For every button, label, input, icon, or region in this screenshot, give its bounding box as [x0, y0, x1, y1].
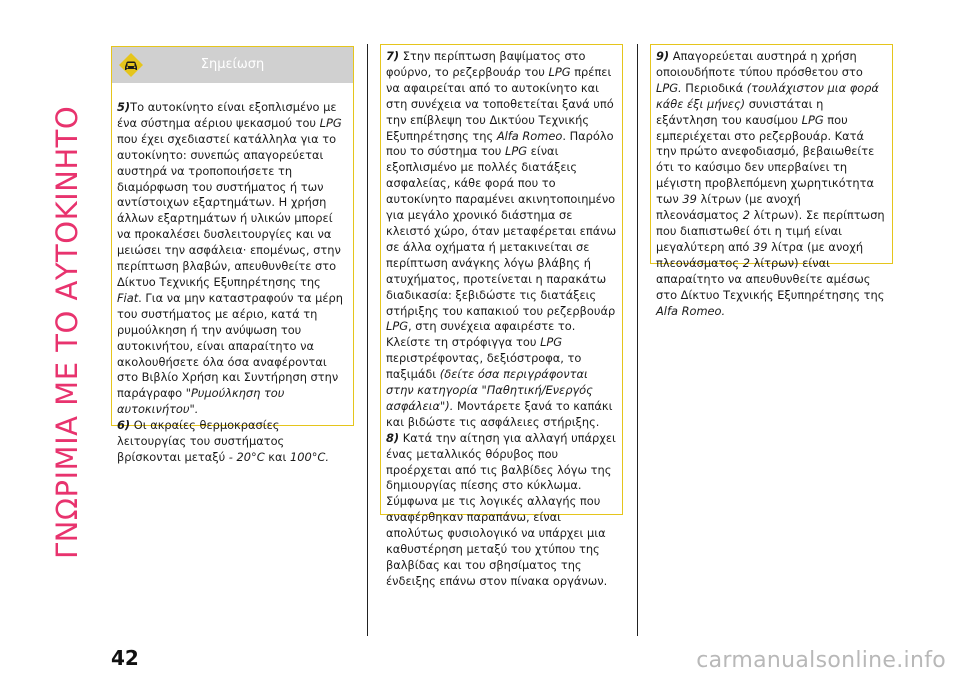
- note-title: Σημείωση: [200, 57, 265, 73]
- paragraph-7: [386, 49, 617, 431]
- brand-alfa-romeo: Alfa Romeo: [496, 128, 563, 143]
- text: λίτρων). Σε περίπτωση που διαπιστωθεί ότι η τιμή είναι μεγαλύτερη από: [656, 208, 885, 254]
- note-number-6: 6): [117, 418, 131, 433]
- text: που εμπεριέχεται στο ρεζερβουάρ. Κατά την πρώτο ανεφοδιασμό, βεβαιωθείτε ότι το καύσιμο δεν υπερβαίνει τη μέγιστη προβλεπόμενη χωρητικότητα των: [656, 112, 875, 207]
- paragraph-9: [656, 49, 887, 319]
- page-number: 42: [111, 646, 139, 670]
- text: Περιοδικά: [681, 80, 747, 95]
- text: Στην περίπτωση βαψίματος στο φούρνο, το ρεζερβουάρ του: [386, 49, 586, 79]
- text: πρέπει να αφαιρείται από το αυτοκίνητο και στη συνέχεια να τοποθετείται ξανά υπό την επίβλεψη του Δικτύου Τεχνικής Εξυπηρέτησης της: [386, 64, 614, 143]
- column-divider: [637, 44, 638, 636]
- column-divider: [367, 44, 368, 636]
- text: Το αυτοκίνητο είναι εξοπλισμένο με ένα σύστημα αέριου ψεκασμού του: [117, 100, 337, 130]
- paragraph-5: [117, 100, 348, 418]
- term-lpg: LPG: [801, 112, 824, 127]
- term-lpg: LPG: [319, 115, 342, 130]
- text: Κατά την αίτηση για αλλαγή υπάρχει ένας μεταλλικός θόρυβος που προέρχεται από τις βαλβίδες λόγω της δημιουργίας πίεσης στο κύκλωμα. Σύμφωνα με τις λογικές αλλαγής που αναφέρθηκαν παραπάνω, είναι απολύτως φυσιολογικό να υπάρχει μια καθυστέρηση μεταξύ του χτύπου της βαλβίδας και του σβησίματος της ένδειξης επάνω στον πίνακα οργάνων.: [386, 430, 616, 588]
- term-lpg: LPG: [505, 144, 528, 159]
- reference: "Ρυμούλκηση του αυτοκινήτου".: [117, 386, 285, 417]
- note-number-7: 7): [386, 49, 400, 63]
- text: . Παρόλο που το σύστημα του: [386, 128, 614, 159]
- note-column: [111, 46, 354, 464]
- temperature-min: - 20°C: [228, 449, 265, 464]
- brand-fiat: Fiat: [117, 290, 139, 305]
- tolerance-value: 2: [742, 208, 750, 223]
- text: λίτρα (με ανοχή πλεονάσματος: [656, 239, 864, 270]
- note-header: [112, 47, 353, 83]
- text: , στη συνέχεια αφαιρέστε το. Κλείστε τη στρόφιγγα του: [386, 319, 576, 350]
- text: συνιστάται η εξάντληση του καυσίμου: [656, 96, 824, 127]
- watermark: carmanualsonline.info: [696, 648, 946, 673]
- capacity-value: 39: [753, 239, 768, 254]
- note-body: [112, 83, 353, 471]
- text: Απαγορεύεται αυστηρά η χρήση οποιουδήποτε τύπου πρόσθετου στο: [656, 49, 863, 79]
- note-number-5: 5): [117, 100, 131, 114]
- text: που έχει σχεδιαστεί κατάλληλα για το αυτοκίνητο: συνεπώς απαγορεύεται αυστηρά να τροποποιήσετε τη διαμόρφωση του συστήματος ή των αντίστοιχων εξαρτημάτων. Η χρήση άλλων εξαρτημάτων ή υλικών μπορεί να προκαλέσει δυσλειτουργίες και να μειώσει την ασφάλεια· επομένως, στην περίπτωση βλαβών, απευθυνθείτε στο Δίκτυο Τεχνικής Εξυπηρέτησης της: [117, 131, 341, 289]
- notes-column-3: [650, 44, 893, 318]
- paragraph-8: [386, 431, 617, 590]
- term-lpg: LPG: [548, 64, 571, 79]
- note-number-8: 8): [386, 430, 400, 445]
- warning-car-icon: [118, 52, 144, 78]
- section-side-title: ΓΝΩΡΙΜΙΑ ΜΕ ΤΟ ΑΥΤΟΚΙΝΗΤΟ: [50, 105, 84, 560]
- text: . Για να μην καταστραφούν τα μέρη του συστήματος με αέριο, κατά τη ρυμούλκηση ή την ανύψωση του αυτοκινήτου, είναι απαραίτητο να ακολουθήσετε όλα όσα αναφέρονται στο Βιβλίο Χρήση και Συντήρηση στην παράγραφο: [117, 290, 343, 401]
- text: Οι ακραίες θερμοκρασίες λειτουργίας του συστήματος βρίσκονται μεταξύ: [117, 418, 285, 464]
- text: Μοντάρετε ξανά το καπάκι και βιδώστε τις ασφάλειες στήριξης.: [386, 398, 613, 429]
- text: λίτρων (με ανοχή πλεονάσματος: [656, 192, 801, 223]
- text: περιστρέφοντας, δεξιόστροφα, το παξιμάδι: [386, 351, 582, 382]
- term-lpg: LPG.: [656, 80, 682, 95]
- tolerance-value: 2: [742, 255, 750, 270]
- capacity-value: 39: [682, 192, 697, 207]
- temperature-max: 100°C.: [290, 449, 330, 464]
- reference: (δείτε όσα περιγράφονται στην κατηγορία "Παθητική/Ενεργός ασφάλεια").: [386, 367, 593, 413]
- term-lpg: LPG: [540, 335, 563, 350]
- term-lpg: LPG: [386, 319, 409, 334]
- text: και: [264, 449, 290, 464]
- notes-column-2: [380, 44, 623, 588]
- interval: (τουλάχιστον μια φορά κάθε έξι μήνες): [656, 80, 879, 111]
- brand-alfa-romeo: Alfa Romeo.: [656, 303, 726, 318]
- note-number-9: 9): [656, 49, 670, 63]
- text: λίτρων) είναι απαραίτητο να απευθυνθείτε αμέσως στο Δίκτυο Τεχνικής Εξυπηρέτησης της: [656, 255, 885, 302]
- text: είναι εξοπλισμένο με πολλές διατάξεις ασφαλείας, κάθε φορά που το αυτοκίνητο παραμένει ακινητοποιημένο για μεγάλο χρονικό διάστημα σε κλειστό χώρο, όταν μεταφέρεται επάνω σε άλλα οχήματα ή μετακινείται σε περίπτωση ανάγκης λόγω βλάβης ή ατυχήματος, προτείνεται η παρακάτω διαδικασία: ξεβιδώστε τις διατάξεις στήριξης του καπακιού του ρεζερβουάρ: [386, 144, 617, 318]
- paragraph-6: [117, 418, 348, 466]
